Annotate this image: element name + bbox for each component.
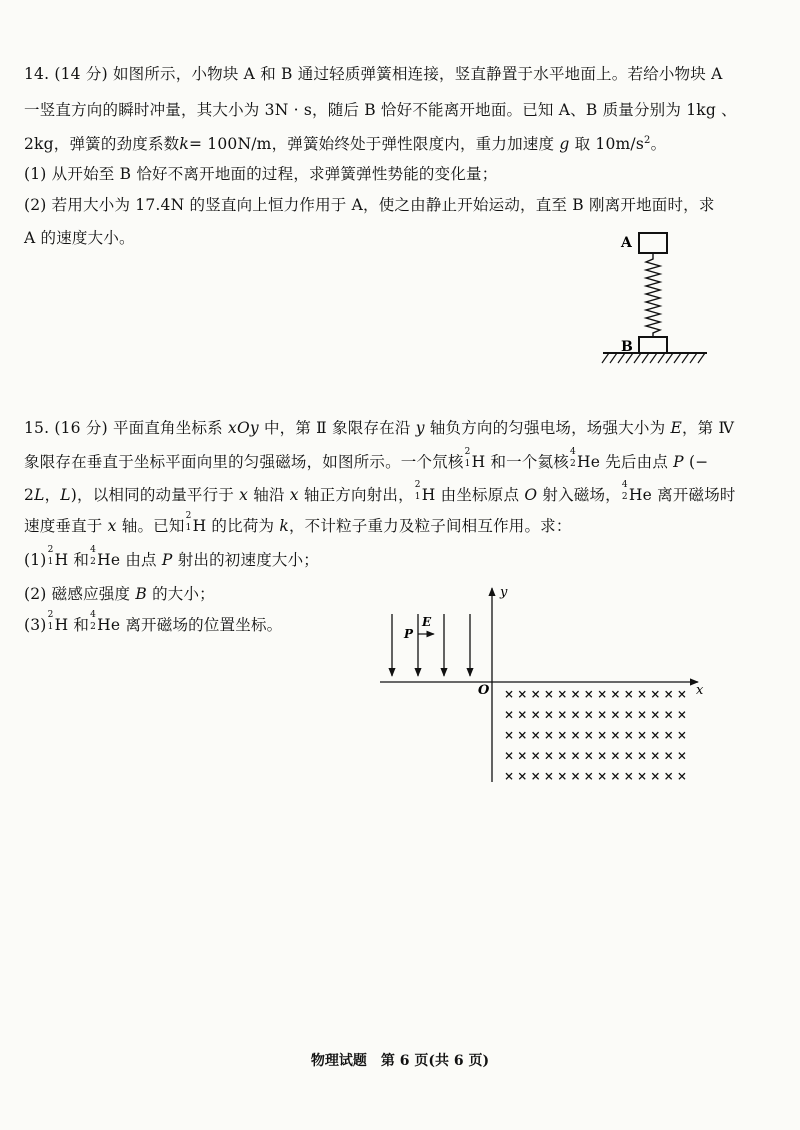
field-cross: × xyxy=(557,687,568,701)
q14-line-1: 14. (14 分) 如图所示，小物块 A 和 B 通过轻质弹簧相连接，竖直静置于水平地面上。若给小物块 A xyxy=(24,65,723,83)
field-cross: × xyxy=(543,748,554,763)
field-cross: × xyxy=(637,687,648,701)
field-cross: × xyxy=(530,728,541,742)
ground-hatching xyxy=(602,353,705,363)
field-cross: × xyxy=(517,748,528,763)
field-cross: × xyxy=(650,728,661,742)
field-cross: × xyxy=(583,728,594,742)
field-cross: × xyxy=(623,769,634,783)
field-cross: × xyxy=(610,748,621,763)
field-cross: × xyxy=(504,728,515,742)
field-cross: × xyxy=(610,707,621,722)
field-cross: × xyxy=(530,769,541,783)
field-cross: × xyxy=(676,769,687,783)
magnetic-field-crosses xyxy=(504,687,687,783)
spring-blocks-figure xyxy=(595,225,715,375)
field-cross: × xyxy=(543,687,554,701)
field-cross: × xyxy=(637,707,648,722)
field-cross: × xyxy=(543,769,554,783)
q15-line-3: 2L，L)，以相同的动量平行于 x 轴沿 x 轴正方向射出， 2 1 H 由坐标原点 O 射入磁场， 4 2 He 离开磁场时 xyxy=(24,480,736,504)
q15-part-1: (1) 2 1 H 和 4 2 He 由点 P 射出的初速度大小； xyxy=(24,545,319,569)
field-cross: × xyxy=(650,769,661,783)
field-cross: × xyxy=(504,748,515,763)
q15-line-1: 15. (16 分) 平面直角坐标系 xOy 中，第 Ⅱ 象限存在沿 y 轴负方向的匀强电场，场强大小为 E，第 Ⅳ xyxy=(24,419,735,437)
field-cross: × xyxy=(676,748,687,763)
q15-line-4: 速度垂直于 x 轴。已知 2 1 H 的比荷为 k，不计粒子重力及粒子间相互作用。求： xyxy=(24,511,572,535)
q15-part-2: (2) 磁感应强度 B 的大小； xyxy=(24,585,215,603)
spring xyxy=(646,253,660,337)
field-cross: × xyxy=(557,769,568,783)
field-cross: × xyxy=(583,687,594,701)
field-cross: × xyxy=(504,707,515,722)
field-cross: × xyxy=(623,687,634,701)
field-cross: × xyxy=(676,728,687,742)
field-cross: × xyxy=(663,687,674,701)
field-cross: × xyxy=(637,769,648,783)
field-cross: × xyxy=(676,687,687,701)
field-cross: × xyxy=(597,748,608,763)
field-cross: × xyxy=(637,748,648,763)
field-cross: × xyxy=(530,748,541,763)
point-p-label: P xyxy=(404,627,414,641)
field-cross: × xyxy=(663,707,674,722)
field-cross: × xyxy=(557,728,568,742)
field-cross: × xyxy=(543,728,554,742)
field-cross: × xyxy=(663,748,674,763)
field-cross: × xyxy=(597,728,608,742)
origin-label: O xyxy=(478,683,490,698)
q14-part-2-cont: A 的速度大小。 xyxy=(24,229,135,247)
field-cross: × xyxy=(517,728,528,742)
field-cross: × xyxy=(623,707,634,722)
block-b-label: B xyxy=(621,339,633,355)
q14-part-1: (1) 从开始至 B 恰好不离开地面的过程，求弹簧弹性势能的变化量； xyxy=(24,165,498,183)
field-cross: × xyxy=(597,769,608,783)
x-axis-label: x xyxy=(696,683,704,698)
field-cross: × xyxy=(637,728,648,742)
field-cross: × xyxy=(650,687,661,701)
page-footer: 物理试题 第 6 页(共 6 页) xyxy=(310,1053,490,1069)
field-cross: × xyxy=(623,748,634,763)
field-cross: × xyxy=(597,687,608,701)
field-cross: × xyxy=(610,769,621,783)
q14-part-2: (2) 若用大小为 17.4N 的竖直向上恒力作用于 A，使之由静止开始运动，直至 B 刚离开地面时，求 xyxy=(24,196,715,214)
field-cross: × xyxy=(676,707,687,722)
field-cross: × xyxy=(570,769,581,783)
q14-line-3: 2kg，弹簧的劲度系数k= 100N/m，弹簧始终处于弹性限度内，重力加速度 g 取 $10m/s^2$。 xyxy=(24,134,667,153)
field-cross: × xyxy=(610,728,621,742)
field-cross: × xyxy=(530,707,541,722)
field-cross: × xyxy=(517,769,528,783)
y-axis-label: y xyxy=(500,585,508,600)
block-b xyxy=(639,337,667,353)
block-a xyxy=(639,233,667,253)
field-cross: × xyxy=(504,769,515,783)
field-cross: × xyxy=(543,707,554,722)
field-cross: × xyxy=(570,728,581,742)
q14-line-2: 一竖直方向的瞬时冲量，其大小为 3N · s，随后 B 恰好不能离开地面。已知 A、B 质量分别为 1kg 、 xyxy=(24,101,737,119)
field-coordinate-figure xyxy=(370,580,710,790)
field-cross: × xyxy=(504,687,515,701)
field-cross: × xyxy=(570,748,581,763)
field-cross: × xyxy=(623,728,634,742)
field-cross: × xyxy=(663,728,674,742)
field-cross: × xyxy=(583,748,594,763)
block-a-label: A xyxy=(621,235,632,251)
field-cross: × xyxy=(557,707,568,722)
field-cross: × xyxy=(517,707,528,722)
q15-line-2: 象限存在垂直于坐标平面向里的匀强磁场，如图所示。一个氘核 2 1 H 和一个氦核 4 2 He 先后由点 P (− xyxy=(24,447,709,471)
field-e-label: E xyxy=(422,615,432,629)
field-cross: × xyxy=(517,687,528,701)
field-cross: × xyxy=(570,707,581,722)
field-cross: × xyxy=(570,687,581,701)
field-cross: × xyxy=(610,687,621,701)
field-cross: × xyxy=(530,687,541,701)
field-cross: × xyxy=(597,707,608,722)
field-cross: × xyxy=(650,748,661,763)
field-cross: × xyxy=(557,748,568,763)
field-cross: × xyxy=(583,707,594,722)
field-cross: × xyxy=(583,769,594,783)
field-cross: × xyxy=(650,707,661,722)
field-cross: × xyxy=(663,769,674,783)
q15-part-3: (3) 2 1 H 和 4 2 He 离开磁场的位置坐标。 xyxy=(24,610,283,634)
